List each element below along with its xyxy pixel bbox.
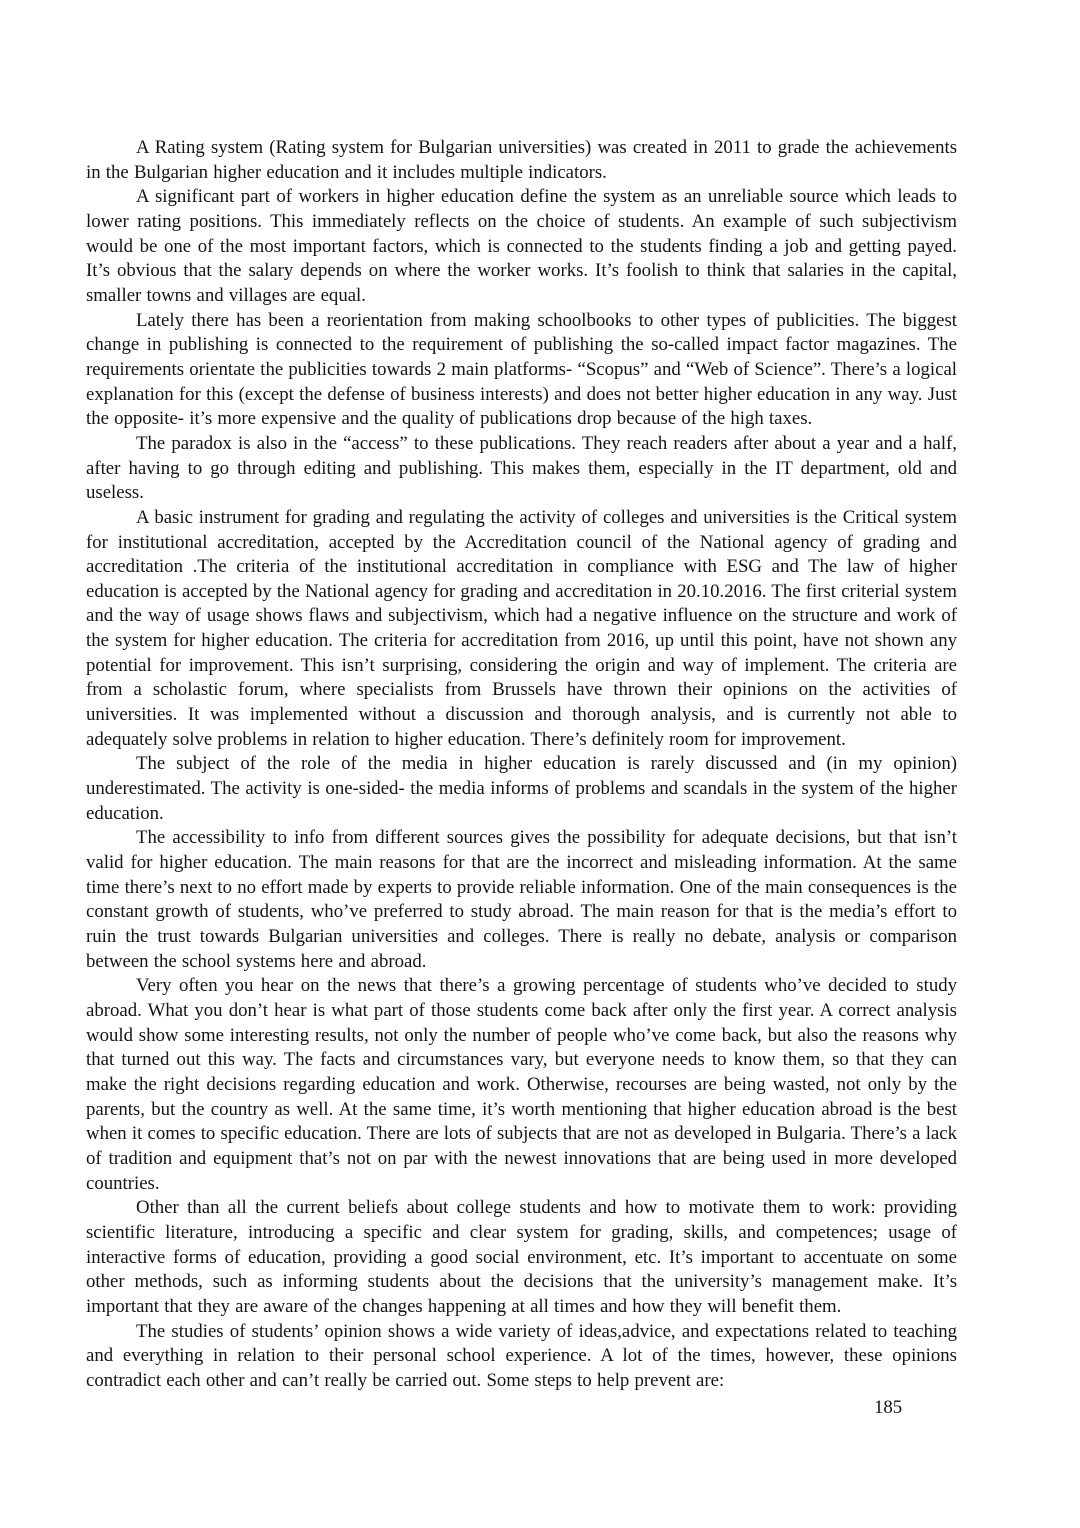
paragraph-student-opinions: The studies of students’ opinion shows a wide variety of ideas,advice, and expectations related to teaching and everything in relation to their personal school experience. A lot of the times, however, these opinions contradict each other and can’t really be carried out. Some steps to help prevent are:	[86, 1320, 957, 1391]
paragraph-media-role: The subject of the role of the media in higher education is rarely discussed and (in my opinion) underestimated. The activity is one-sided- the media informs of problems and scandals in the system of the higher education.	[86, 753, 957, 824]
paragraph-publishing-reorientation: Lately there has been a reorientation from making schoolbooks to other types of publicities. The biggest change in publishing is connected to the requirement of publishing the so-called impact factor magazines. The requirements orientate the publicities towards 2 main platforms- “Scopus” and “Web of Science”. There’s a logical explanation for this (except the defense of business interests) and does not better higher education in any way. Just the opposite- it’s more expensive and the quality of publications drop because of the high taxes.	[86, 309, 957, 430]
page-number: 185	[874, 1397, 903, 1418]
text-body	[86, 136, 957, 1393]
paragraph-access-paradox: The paradox is also in the “access” to these publications. They reach readers after about a year and a half, after having to go through editing and publishing. This makes them, especially in the IT department, old and useless.	[86, 432, 957, 504]
paragraph-study-abroad: Very often you hear on the news that there’s a growing percentage of students who’ve decided to study abroad. What you don’t hear is what part of those students come back after only the first year. A correct analysis would show some interesting results, not only the number of people who’ve come back, but also the reasons why that turned out this way. The facts and circumstances vary, but everyone needs to know them, so that they can make the right decisions regarding education and work. Otherwise, recourses are being wasted, not only by the parents, but the country as well. At the same time, it’s worth mentioning that higher education abroad is the best when it comes to specific education. There are lots of subjects that are not as developed in Bulgaria. There’s a lack of tradition and equipment that’s not on par with the newest innovations that are being used in more developed countries.	[86, 975, 957, 1194]
paragraph-unreliable-source: A significant part of workers in higher education define the system as an unreliable source which leads to lower rating positions. This immediately reflects on the choice of students. An example of such subjectivism would be one of the most important factors, which is connected to the students finding a job and getting payed. It’s obvious that the salary depends on where the worker works. It’s foolish to think that salaries in the capital, smaller towns and villages are equal.	[86, 186, 957, 306]
paragraph-student-motivation: Other than all the current beliefs about college students and how to motivate them to work: providing scientific literature, introducing a specific and clear system for grading, skills, and competences; usage of interactive forms of education, providing a good social environment, etc. It’s important to accentuate on some other methods, such as informing students about the decisions that the university’s management make. It’s important that they are aware of the changes happening at all times and how they will benefit them.	[86, 1197, 957, 1317]
paragraph-accreditation-criteria: A basic instrument for grading and regulating the activity of colleges and universities is the Critical system for institutional accreditation, accepted by the Accreditation council of the National agency of grading and accreditation .The criteria of the institutional accreditation in compliance with ESG and The law of higher education is accepted by the National agency for grading and accreditation in 20.10.2016. The first criterial system and the way of usage shows flaws and subjectivism, which had a negative influence on the structure and work of the system for higher education. The criteria for accreditation from 2016, up until this point, have not shown any potential for improvement. This isn’t surprising, considering the origin and way of implement. The criteria are from a scholastic forum, where specialists from Brussels have thrown their opinions on the activities of universities. It was implemented without a discussion and thorough analysis, and is currently not able to adequately solve problems in relation to higher education. There’s definitely room for improvement.	[86, 506, 957, 750]
paragraph-rating-system: A Rating system (Rating system for Bulgarian universities) was created in 2011 to grade the achievements in the Bulgarian higher education and it includes multiple indicators.	[86, 137, 957, 183]
paragraph-info-accessibility: The accessibility to info from different sources gives the possibility for adequate decisions, but that isn’t valid for higher education. The main reasons for that are the incorrect and misleading information. At the same time there’s next to no effort made by experts to provide reliable information. One of the main consequences is the constant growth of students, who’ve preferred to study abroad. The main reason for that is the media’s effort to ruin the trust towards Bulgarian universities and colleges. There is really no debate, analysis or comparison between the school systems here and abroad.	[86, 827, 957, 972]
